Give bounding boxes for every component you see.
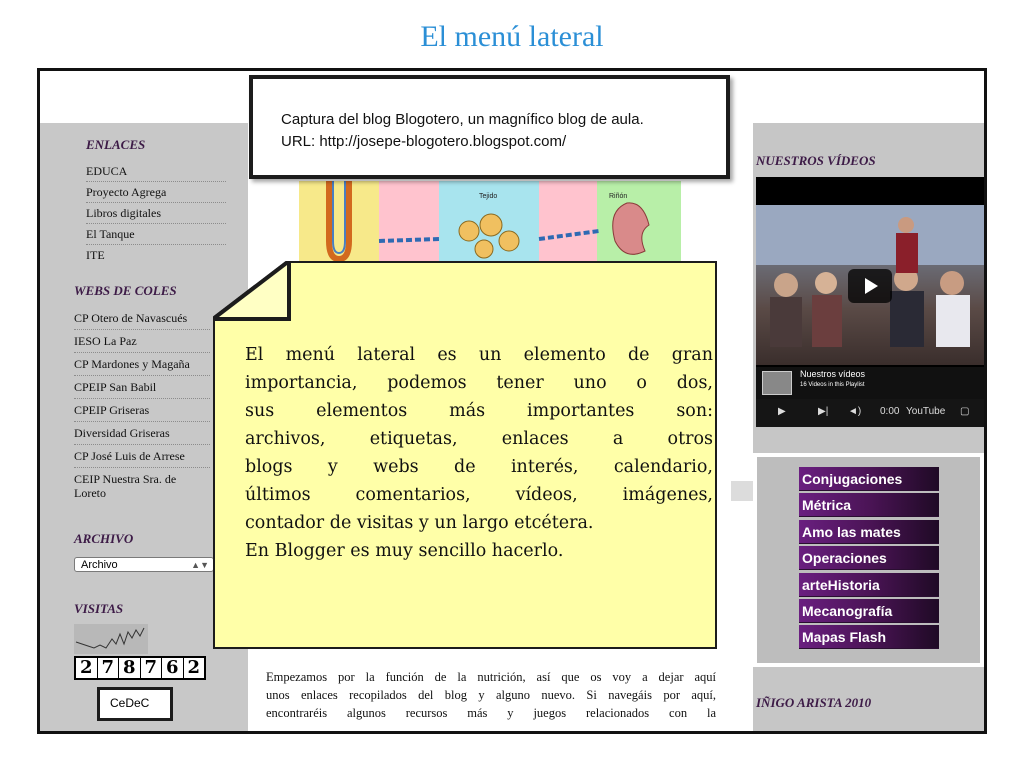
webs-link[interactable]: Diversidad Griseras (74, 422, 210, 445)
counter-digit: 8 (119, 658, 140, 678)
webs-link-line: Loreto (74, 486, 106, 500)
webs-link[interactable]: CP Otero de Navascués (74, 307, 210, 330)
post-line: encontraréis algunos recursos más y juegos relacionados con la (266, 706, 716, 720)
visit-counter (74, 656, 206, 680)
webs-link-line: CEIP Nuestra Sra. de (74, 472, 177, 486)
archivo-select[interactable] (74, 557, 214, 572)
enlaces-link[interactable]: Proyecto Agrega (86, 182, 226, 203)
video-thumbnail (756, 205, 984, 365)
post-paragraph (266, 668, 716, 722)
next-icon[interactable]: ▶| (818, 406, 829, 417)
webs-link[interactable]: CP Mardones y Magaña (74, 353, 210, 376)
nutrition-diagram (299, 181, 681, 265)
play-icon (865, 278, 878, 294)
link-button-mapas-flash[interactable]: Mapas Flash (799, 625, 939, 649)
select-arrows-icon: ▲▼ (191, 560, 209, 570)
caption-callout (249, 75, 730, 179)
youtube-logo[interactable]: YouTube (906, 406, 946, 417)
link-button-conjugaciones[interactable]: Conjugaciones (799, 467, 939, 491)
cedec-label: CeDeC (97, 687, 173, 721)
fullscreen-icon[interactable]: ▢ (960, 406, 970, 417)
post-line: Empezamos por la función de la nutrición, así que os voy a dejar aquí (266, 670, 716, 684)
video-controls (756, 399, 984, 427)
counter-digit: 7 (141, 658, 162, 678)
video-subtitle: 16 Videos in this Playlist (800, 382, 865, 388)
enlaces-link[interactable]: EDUCA (86, 161, 226, 182)
play-control-icon[interactable]: ▶ (778, 406, 786, 417)
note-line: contador de visitas y un largo etcétera. (245, 513, 594, 533)
slide-title: El menú lateral (420, 20, 604, 53)
counter-digit: 2 (184, 658, 205, 678)
caption-line: Captura del blog Blogotero, un magnífico blog de aula. (281, 111, 644, 128)
inigo-heading: IÑIGO ARISTA 2010 (756, 695, 872, 710)
webs-link[interactable]: CPEIP San Babil (74, 376, 210, 399)
note-line: importancia, podemos tener uno o dos, (245, 373, 713, 393)
note-line: archivos, etiquetas, enlaces a otros (245, 429, 713, 449)
post-line: unos enlaces recopilados del blog y alguno nuevo. Si navegáis por aquí, (266, 688, 716, 702)
webs-link[interactable]: CPEIP Griseras (74, 399, 210, 422)
counter-digit: 2 (76, 658, 97, 678)
archivo-heading: ARCHIVO (74, 531, 134, 546)
diagram-label-rinon: Riñón (609, 193, 628, 200)
note-line: blogs y webs de interés, calendario, (245, 457, 713, 477)
enlaces-heading: ENLACES (86, 137, 146, 152)
caption-line: URL: http://josepe-blogotero.blogspot.com/ (281, 133, 567, 150)
enlaces-link[interactable]: El Tanque (86, 224, 226, 245)
diagram-label-tejido: Tejido (479, 193, 498, 200)
video-player[interactable] (756, 177, 984, 427)
webs-link[interactable]: IESO La Paz (74, 330, 210, 353)
note-line: El menú lateral es un elemento de gran (245, 345, 713, 365)
webs-list (74, 307, 210, 502)
link-button-operaciones[interactable]: Operaciones (799, 546, 939, 570)
webs-link[interactable]: CP José Luis de Arrese (74, 445, 210, 468)
visitas-heading: VISITAS (74, 601, 124, 616)
visits-graph-icon (74, 624, 148, 654)
video-info-bar (756, 367, 984, 399)
note-line: últimos comentarios, vídeos, imágenes, (245, 485, 713, 505)
enlaces-link[interactable]: ITE (86, 248, 105, 262)
link-button-amo-las-mates[interactable]: Amo las mates (799, 520, 939, 544)
webs-link[interactable] (74, 468, 210, 502)
link-button-mecanografia[interactable]: Mecanografía (799, 599, 939, 623)
note-line: sus elementos más importantes son: (245, 401, 713, 421)
volume-icon[interactable]: ◄) (848, 406, 862, 417)
connector (731, 481, 753, 501)
playlist-thumbnail (762, 371, 792, 395)
video-title: Nuestros vídeos (800, 369, 866, 379)
counter-digit: 6 (162, 658, 183, 678)
videos-heading: NUESTROS VÍDEOS (756, 153, 876, 168)
blood-vessel-icon (299, 181, 681, 265)
link-button-artehistoria[interactable]: arteHistoria (799, 573, 939, 597)
enlaces-list (86, 161, 226, 265)
counter-digit: 7 (98, 658, 119, 678)
note-text (245, 341, 713, 565)
screenshot-frame (37, 68, 987, 734)
note-line: En Blogger es muy sencillo hacerlo. (245, 541, 564, 561)
webs-heading: WEBS DE COLES (74, 283, 177, 298)
archivo-select-value: Archivo (81, 559, 118, 571)
resource-links-box (753, 453, 984, 667)
enlaces-link[interactable]: Libros digitales (86, 203, 226, 224)
video-time: 0:00 (880, 406, 900, 417)
play-button[interactable] (848, 269, 892, 303)
link-button-metrica[interactable]: Métrica (799, 493, 939, 517)
